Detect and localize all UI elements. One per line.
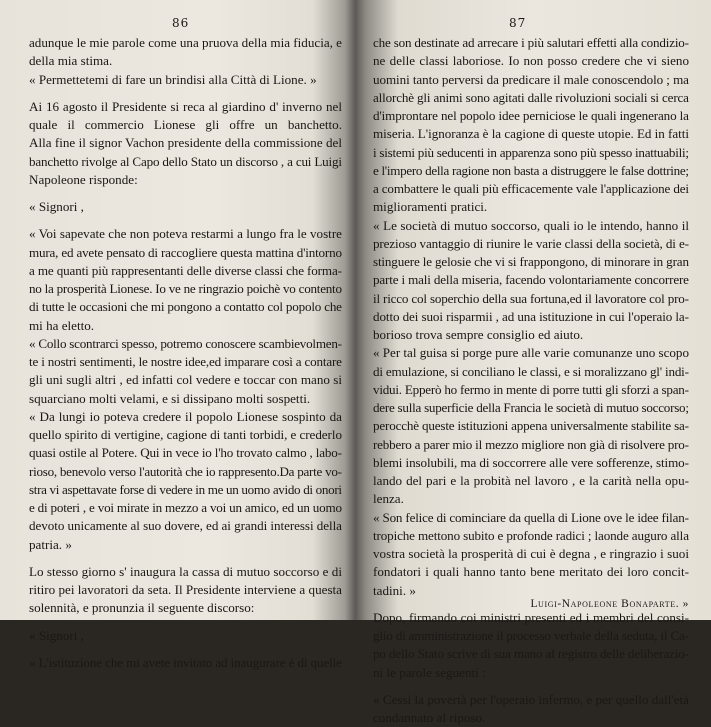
text-line: perocchè queste istituzioni appena universalmente stabilite sa-	[373, 418, 689, 434]
text-line: che son destinate ad arrecare i più salutari effetti alla condizio-	[373, 35, 689, 50]
text-line: « Voi sapevate che non poteva restarmi a lungo fra le vostre	[29, 226, 342, 242]
text-line: a me quanti più rappresentanti delle diverse classi che forma-	[29, 262, 342, 278]
text-line: miglioramenti pratici.	[373, 199, 488, 215]
text-line: lenza.	[373, 491, 404, 507]
text-line: banchetto rivolge al Capo dello Stato un discorso , a cui Luigi	[29, 153, 342, 169]
text-line: ni le parole seguenti :	[373, 664, 486, 680]
paragraph-gap	[29, 89, 342, 98]
text-line: quasi ostile al Potere. Qui in vece io l'ho trovato calmo , labo-	[29, 445, 342, 461]
text-line: ritiro pei lavoratori da seta. Il Presidente interviene a questa	[29, 582, 342, 597]
paragraph-gap	[29, 618, 342, 627]
text-line: rioso, benevolo verso l'autorità che io rappresento.Da parte vo-	[29, 463, 342, 479]
text-line: « L'istituzione che mi avete invitato ad inaugurare è di quelle	[29, 654, 342, 670]
page-text	[373, 34, 689, 727]
text-line: il ricco col soperchio della sua fortuna,ed il lavoratore col pro-	[373, 290, 689, 306]
text-line: blemi insolubili, ma di soccorrere alle vere sofferenze, stimo-	[373, 454, 689, 470]
signature: Luigi-Napoleone Bonaparte. »	[530, 598, 689, 610]
text-line: no la prosperità Lionese. Io ve ne ringrazio poichè vo contento	[29, 281, 342, 296]
text-line: glio di amministrazione il processo verbale della seduta, il Ca-	[373, 628, 689, 643]
text-line: a combattere le quali più efficacemente vale l'applicazione dei	[373, 181, 689, 196]
text-line: dotto dei suoi risparmii , ad una istituzione in cui l'operaio la-	[373, 308, 689, 324]
paragraph-gap	[29, 189, 342, 198]
text-line: « Signori ,	[29, 199, 84, 214]
text-line: solennità, e pronunzia il seguente discorso:	[29, 600, 255, 616]
text-line: mi ha eletto.	[29, 317, 95, 333]
text-line: squarciano molti velami, e si dissipano molti sospetti.	[29, 390, 311, 406]
text-line: di emulazione, si conciliano le classi, e si moralizzano gl' indi-	[373, 363, 689, 379]
text-line: patria. »	[29, 536, 72, 552]
text-line: rebbero a parer mio il mezzo migliore non già di risolvere pro-	[373, 436, 689, 452]
paragraph-gap	[29, 554, 342, 563]
text-line: condannato al riposo.	[373, 710, 486, 725]
text-line: quale il commercio Lionese gli offre un banchetto.	[29, 117, 342, 132]
text-line: « Per tal guisa si porge pure alle varie comunanze uno scopo	[373, 345, 689, 361]
text-line: miseria. L'ignoranza è la cagione di queste utopie. Ed in fatti	[373, 126, 689, 142]
text-line: « Permettetemi di fare un brindisi alla Città di Lione. »	[29, 71, 317, 87]
page-text	[29, 34, 342, 672]
right-page	[356, 0, 711, 725]
text-line: d'improntare nel popolo idee perniciose le quali ingenerano la	[373, 108, 689, 123]
text-line: mura, ed avete pensato di raccogliere questa mattina d'intorno	[29, 244, 342, 260]
text-line: « Da lungi io poteva credere il popolo Lionese sospinto da	[29, 408, 342, 424]
text-line: devoto unicamente al suo dovere, ed ai grandi interessi della	[29, 518, 342, 534]
text-line: Dopo, firmando coi ministri presenti ed i membri del consi-	[373, 609, 689, 625]
text-line: te i nostri sentimenti, le nostre idee,ed imparare così a contare	[29, 354, 342, 369]
text-line: prezioso vantaggio di riunire le varie classi della società, di e-	[373, 235, 689, 251]
text-line: della mia stima.	[29, 53, 113, 69]
text-line: tropiche mettono subito e profonde radici ; laonde auguro alla	[373, 527, 689, 543]
text-line: « Signori ,	[29, 627, 84, 643]
text-line: adunque le mie parole come una pruova della mia fiducia, e	[29, 35, 342, 50]
text-line: Lo stesso giorno s' inaugura la cassa di mutuo soccorso e di	[29, 563, 342, 579]
text-line: parte i mali della miseria, facendo volontariamente concorrere	[373, 272, 689, 288]
text-line: Ai 16 agosto il Presidente si reca al giardino d' inverno nel	[29, 98, 342, 114]
text-line: allorchè gli animi sono agitati dalle rivoluzioni sociali si cerca	[373, 89, 689, 105]
text-line: vostra società la prosperità di cui è degna , e ringrazio i suoi	[373, 546, 689, 561]
text-line: vidui. Epperò ho fermo in mente di porre tutti gli sforzi a span-	[373, 381, 689, 397]
text-line: lando del pari e la probità nel lavoro , e la carità nella opu-	[373, 473, 689, 488]
text-line: Alla fine il signor Vachon presidente della commissione del	[29, 135, 342, 151]
text-line: « Le società di mutuo soccorso, quali io le intendo, hanno il	[373, 217, 689, 233]
text-line: di tutte le occasioni che mi pongono a contatto col popolo che	[29, 299, 342, 315]
text-line: po dello Stato scrive di sua mano al registro delle deliberazio-	[373, 646, 689, 662]
left-page	[0, 0, 352, 670]
page-number: 86	[172, 16, 190, 30]
text-line: « Son felice di cominciare da quella di Lione ove le idee filan-	[373, 509, 689, 525]
paragraph-gap	[373, 682, 689, 691]
text-line: Napoleone risponde:	[29, 171, 138, 187]
text-line: « Collo scontrarci spesso, potremo conoscere scambievolmen-	[29, 335, 342, 351]
text-line: « Cessi la povertà per l'operaio infermo, e per quello dall'età	[373, 691, 689, 707]
text-line: dere sulla superficie della Francia le società di mutuo soccorso;	[373, 400, 689, 415]
text-line: e l'impero della ragione non basta a distruggere le false dottrine;	[373, 162, 689, 178]
text-line: ne delle classi laboriose. Io non posso credere che vi sieno	[373, 53, 689, 69]
text-line: e di poteri , e voi mirate in mezzo a voi un amico, ed un uomo	[29, 500, 342, 515]
page-number: 87	[509, 16, 527, 30]
text-line: quello spirito di vertigine, cagione di tanti torbidi, e crederlo	[29, 427, 342, 442]
text-line: fondatori i quali hanno tanto bene meritato dei loro concit-	[373, 564, 689, 580]
text-line: i sistemi più seducenti in apparenza sono più spesso inattuabili;	[373, 144, 689, 160]
text-line: tadini. »	[373, 582, 416, 598]
paragraph-gap	[29, 216, 342, 225]
text-line: gli uni sugli altri , ed infatti col vedere e toccar con mano si	[29, 372, 342, 388]
text-line: stra vi aspettavate forse di vedere in me un uomo avido di onori	[29, 481, 342, 497]
text-line: uomini tanto perversi da predicare il male conoscendolo ; ma	[373, 71, 689, 87]
paragraph-gap	[29, 645, 342, 654]
text-line: borioso trova sempre consiglio ed aiuto.	[373, 327, 584, 342]
text-line: stinguere le gelosie che vi si frappongono, di minorare in gran	[373, 254, 689, 269]
